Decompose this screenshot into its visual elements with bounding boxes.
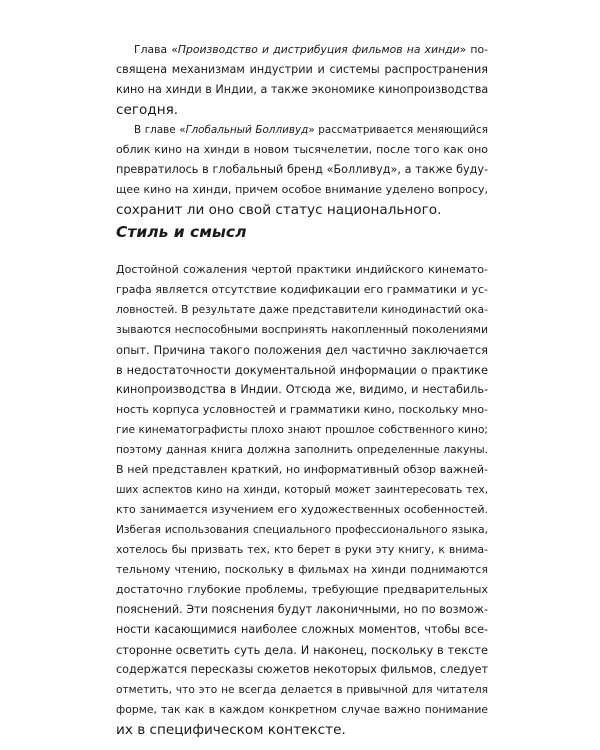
chapter-title-italic: Производство и дистрибуция фильмов на хинди [177, 43, 460, 56]
text-line: священа механизмам индустрии и системы распространения [116, 63, 488, 76]
text-line: ность корпуса условностей и грамматики кино, поскольку мно- [116, 403, 489, 416]
text-line: зываются неспособными воспринять накопленный поколениями [116, 323, 488, 336]
text-line: гие кинематографисты плохо знают прошлое собственного кино; [116, 424, 488, 436]
text-line: форме, так как в каждом конкретном случае важно понимание [116, 703, 488, 716]
text-line: тельному чтению, поскольку в фильмах на хинди поднимаются [116, 563, 488, 576]
text-line: ловностей. В результате даже представители кинодинастий ока- [116, 304, 488, 316]
chapter-title-italic: Глобальный Болливуд [185, 124, 309, 136]
text-line: сохранит ли оно свой статус национального. [116, 202, 442, 218]
text-line: кто занимается изучением его художественных особенностей. [116, 503, 488, 516]
text-line: отметить, что это не всегда делается в привычной для читателя [116, 684, 488, 696]
text-line: опыт. Причина такого положения дел частично заключается [116, 343, 488, 357]
text-line: Глава «Производство и дистрибуция фильмов на хинди» по- [134, 43, 488, 56]
text-line: графа является отсутствие кодификации его грамматики и ус- [116, 283, 488, 296]
text-line: кинопроизводства в Индии. Отсюда же, видимо, и нестабиль- [116, 383, 488, 396]
section-body [116, 260, 488, 740]
text-line: достаточно глубокие проблемы, требующие предварительных [116, 583, 488, 596]
text-line: сегодня. [116, 102, 179, 118]
text-line: кино на хинди в Индии, а также экономике кинопроизводства [116, 83, 489, 96]
text-line: В ней представлен краткий, но информативный обзор важней- [116, 463, 488, 476]
text-line: их в специфическом контексте. [116, 722, 346, 738]
text-line: ности касающимися наиболее сложных моментов, чтобы все- [116, 623, 488, 636]
intro-paragraph-2 [116, 120, 488, 220]
text-line: содержатся пересказы сюжетов некоторых фильмов, следует [116, 663, 488, 676]
text-line: превратилось в глобальный бренд «Болливуд», а также буду- [116, 163, 488, 176]
text-line: в недостаточности документальной информации о практике [116, 363, 488, 377]
text-line: пояснений. Эти пояснения будут лаконичными, но по возмож- [116, 603, 488, 616]
text-line: ших аспектов кино на хинди, который может заинтересовать тех, [116, 484, 488, 496]
text-line: хотелось бы призвать тех, кто берет в руки эту книгу, к внима- [116, 543, 488, 556]
section-heading: Стиль и смысл [116, 223, 247, 241]
text-line: Избегая использования специального профессионального языка, [116, 524, 488, 536]
intro-paragraph-1 [116, 40, 488, 120]
text-line: В главе «Глобальный Болливуд» рассматривается меняющийся [134, 124, 489, 136]
text-line: Достойной сожаления чертой практики индийского кинемато- [116, 263, 488, 276]
text-line: облик кино на хинди в новом тысячелетии, после того как оно [116, 143, 488, 156]
text-line: поэтому данная книга должна заполнить определенные лакуны. [116, 444, 488, 456]
text-line: щее кино на хинди, причем особое внимание уделено вопросу, [116, 183, 488, 196]
text-line: сторонне осветить суть дела. И наконец, поскольку в тексте [116, 643, 488, 657]
